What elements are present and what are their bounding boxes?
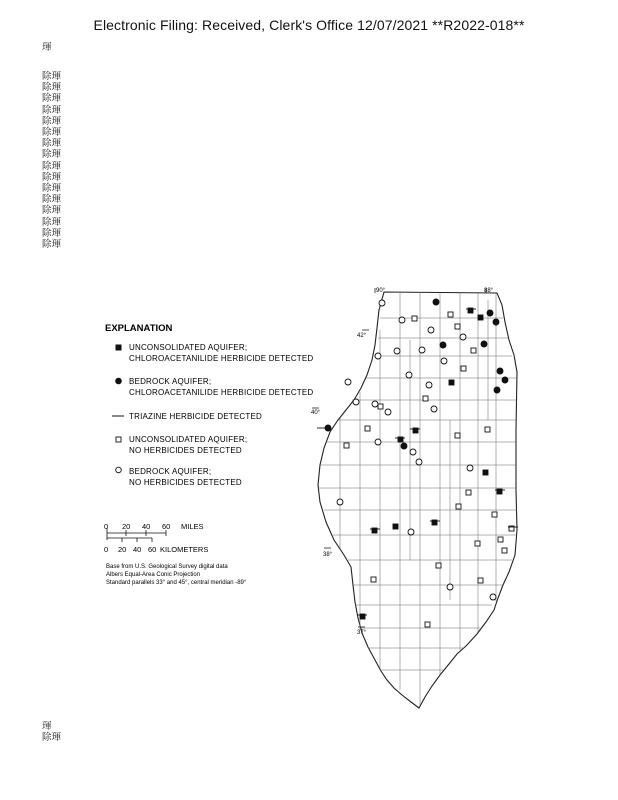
garbled-line: 除琿 <box>42 138 62 150</box>
site-unconsolidated-none <box>423 396 428 401</box>
garbled-line: 除琿 <box>42 227 62 239</box>
site-bedrock-none <box>394 348 400 354</box>
site-unconsolidated-none <box>412 316 417 321</box>
garbled-line: 除琿 <box>42 205 62 217</box>
site-bedrock-none <box>385 409 391 415</box>
scale-miles-label: MILES <box>181 522 204 531</box>
site-bedrock-none <box>375 353 381 359</box>
garbled-line: 除琿 <box>42 216 62 228</box>
legend-symbol-open-square <box>116 437 121 442</box>
garbled-line: 除琿 <box>42 149 62 161</box>
scale-miles-tick: 20 <box>122 522 131 531</box>
legend-item-label: CHLOROACETANILIDE HERBICIDE DETECTED <box>129 354 314 363</box>
legend-symbol-open-circle <box>116 467 122 473</box>
legend-item-label: BEDROCK AQUIFER; <box>129 467 212 476</box>
scale-km-tick: 40 <box>133 545 142 554</box>
site-unconsolidated-none <box>455 324 460 329</box>
site-unconsolidated-detected <box>478 315 483 320</box>
site-bedrock-none <box>353 399 359 405</box>
legend-item-label: NO HERBICIDES DETECTED <box>129 446 242 455</box>
site-unconsolidated-none <box>502 548 507 553</box>
legend-symbol-filled-square <box>116 345 121 350</box>
site-bedrock-none <box>419 347 425 353</box>
legend-item-label: BEDROCK AQUIFER; <box>129 377 212 386</box>
site-bedrock-none <box>490 594 496 600</box>
site-bedrock-none <box>406 372 412 378</box>
site-bedrock-none <box>410 449 416 455</box>
site-unconsolidated-none <box>455 433 460 438</box>
garbled-line: 除琿 <box>42 93 62 105</box>
site-unconsolidated-none <box>485 427 490 432</box>
latitude-label-37: 37° <box>357 630 367 636</box>
site-unconsolidated-detected <box>393 524 398 529</box>
site-bedrock-detected <box>494 387 500 393</box>
site-unconsolidated-none <box>471 348 476 353</box>
site-bedrock-none <box>426 382 432 388</box>
scale-km-label: KILOMETERS <box>160 545 209 554</box>
site-bedrock-none <box>337 499 343 505</box>
site-bedrock-detected <box>481 341 487 347</box>
county-boundaries <box>318 292 517 706</box>
garbled-line: 除琿 <box>42 71 62 82</box>
site-bedrock-none <box>467 465 473 471</box>
site-bedrock-detected <box>497 368 503 374</box>
garbled-footer-caption <box>42 721 614 743</box>
scale-bar <box>107 528 166 542</box>
illinois-state-outline <box>318 292 517 708</box>
map-credit-line: Standard parallels 33° and 45°, central meridian -89° <box>106 580 247 586</box>
site-unconsolidated-none <box>344 443 349 448</box>
scale-km-tick: 0 <box>104 545 109 554</box>
site-bedrock-none <box>431 406 437 412</box>
garbled-line: 除琿 <box>42 732 62 744</box>
legend-symbol-filled-circle <box>116 378 122 384</box>
garbled-line: 琿 <box>42 721 52 732</box>
site-bedrock-detected <box>433 299 439 305</box>
site-unconsolidated-none <box>425 622 430 627</box>
legend-item-label: TRIAZINE HERBICIDE DETECTED <box>129 412 262 421</box>
scale-km-tick: 60 <box>148 545 157 554</box>
site-bedrock-none <box>428 327 434 333</box>
site-bedrock-none <box>372 401 378 407</box>
site-unconsolidated-none <box>461 366 466 371</box>
site-unconsolidated-none <box>478 578 483 583</box>
site-unconsolidated-detected <box>483 470 488 475</box>
garbled-line: 除琿 <box>42 171 62 183</box>
site-unconsolidated-none <box>456 504 461 509</box>
scale-miles-tick: 60 <box>162 522 171 531</box>
site-bedrock-none <box>460 334 466 340</box>
site-unconsolidated-none <box>365 426 370 431</box>
garbled-line: 除琿 <box>42 194 62 206</box>
site-bedrock-none <box>375 439 381 445</box>
site-bedrock-none <box>441 358 447 364</box>
electronic-filing-stamp: Electronic Filing: Received, Clerk's Office 12/07/2021 **R2022-018** <box>93 17 525 33</box>
site-bedrock-detected <box>401 443 407 449</box>
garbled-line: 除琿 <box>42 115 62 127</box>
site-unconsolidated-none <box>466 490 471 495</box>
site-unconsolidated-none <box>498 537 503 542</box>
site-bedrock-none <box>345 379 351 385</box>
longitude-label-90: 90° <box>376 288 386 294</box>
site-bedrock-detected <box>502 377 508 383</box>
map-legend <box>105 323 313 487</box>
site-unconsolidated-none <box>371 577 376 582</box>
map-credit-line: Base from U.S. Geological Survey digital data <box>106 564 228 570</box>
legend-item-label: NO HERBICIDES DETECTED <box>129 478 242 487</box>
site-bedrock-none <box>399 317 405 323</box>
garbled-line: 除琿 <box>42 82 62 94</box>
site-unconsolidated-none <box>475 541 480 546</box>
scale-miles-tick: 0 <box>104 522 109 531</box>
garbled-line: 除琿 <box>42 104 62 116</box>
latitude-label-40: 40° <box>311 410 321 416</box>
site-unconsolidated-none <box>492 512 497 517</box>
garbled-header-line: 琿 <box>42 42 52 53</box>
legend-item-label: UNCONSOLIDATED AQUIFER; <box>129 435 248 444</box>
garbled-line: 除琿 <box>42 160 62 172</box>
legend-title: EXPLANATION <box>105 323 173 334</box>
longitude-label-88: 88° <box>484 288 494 294</box>
site-bedrock-detected <box>487 310 493 316</box>
garbled-line: 除琿 <box>42 239 62 251</box>
site-bedrock-none <box>379 300 385 306</box>
legend-item-label: UNCONSOLIDATED AQUIFER; <box>129 343 248 352</box>
scale-miles-tick: 40 <box>142 522 151 531</box>
site-bedrock-none <box>447 584 453 590</box>
site-unconsolidated-none <box>436 563 441 568</box>
site-unconsolidated-none <box>378 404 383 409</box>
garbled-line: 除琿 <box>42 127 62 139</box>
latitude-label-38: 38° <box>323 552 333 558</box>
garbled-line: 除琿 <box>42 183 62 195</box>
scale-km-tick: 20 <box>118 545 127 554</box>
map-credit-line: Albers Equal-Area Conic Projection <box>106 572 201 578</box>
site-unconsolidated-none <box>448 312 453 317</box>
legend-item-label: CHLOROACETANILIDE HERBICIDE DETECTED <box>129 388 314 397</box>
site-unconsolidated-detected <box>449 380 454 385</box>
site-bedrock-detected <box>440 342 446 348</box>
site-bedrock-none <box>408 529 414 535</box>
site-bedrock-none <box>416 459 422 465</box>
latitude-label-42: 42° <box>357 333 367 339</box>
site-bedrock-detected <box>493 319 499 325</box>
